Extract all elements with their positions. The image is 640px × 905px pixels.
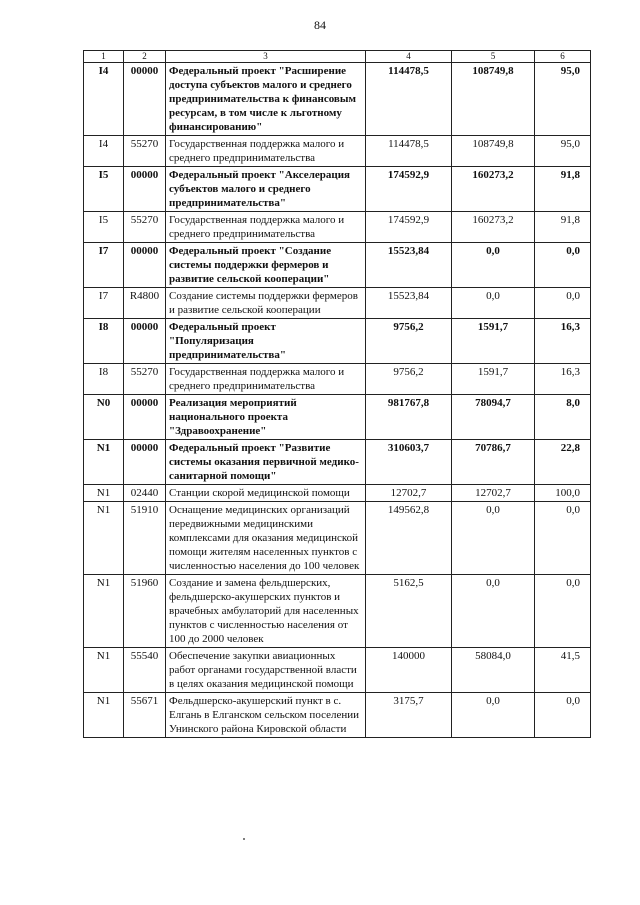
planned-amount-cell: 174592,9 [366,167,452,212]
table-row [84,648,591,693]
direction-code-cell: 51960 [124,575,166,648]
section-code-cell: N1 [84,502,124,575]
executed-amount-cell: 160273,2 [452,167,535,212]
section-code-cell: N1 [84,485,124,502]
planned-amount-cell: 9756,2 [366,364,452,395]
section-code-cell: I5 [84,212,124,243]
section-code-cell: I7 [84,243,124,288]
header-col-4: 4 [366,51,452,63]
table-row [84,212,591,243]
direction-code-cell: 00000 [124,395,166,440]
direction-code-cell: 51910 [124,502,166,575]
header-col-5: 5 [452,51,535,63]
table-row [84,288,591,319]
header-col-6: 6 [535,51,591,63]
header-col-1: 1 [84,51,124,63]
description-cell: Государственная поддержка малого и среднего предпринимательства [166,212,366,243]
direction-code-cell: 00000 [124,63,166,136]
execution-percent-cell: 22,8 [535,440,591,485]
execution-percent-cell: 0,0 [535,693,591,738]
execution-percent-cell: 0,0 [535,243,591,288]
direction-code-cell: 55270 [124,136,166,167]
direction-code-cell: 00000 [124,167,166,212]
executed-amount-cell: 1591,7 [452,364,535,395]
description-cell: Реализация мероприятий национального проекта "Здравоохранение" [166,395,366,440]
planned-amount-cell: 174592,9 [366,212,452,243]
description-cell: Государственная поддержка малого и среднего предпринимательства [166,364,366,395]
executed-amount-cell: 0,0 [452,243,535,288]
executed-amount-cell: 0,0 [452,288,535,319]
execution-percent-cell: 95,0 [535,136,591,167]
direction-code-cell: 55540 [124,648,166,693]
description-cell: Обеспечение закупки авиационных работ органами государственной власти в целях оказания медицинской помощи [166,648,366,693]
direction-code-cell: 02440 [124,485,166,502]
execution-percent-cell: 8,0 [535,395,591,440]
execution-percent-cell: 91,8 [535,212,591,243]
section-code-cell: N1 [84,648,124,693]
table-row [84,136,591,167]
table-row [84,575,591,648]
execution-percent-cell: 0,0 [535,575,591,648]
description-cell: Станции скорой медицинской помощи [166,485,366,502]
section-code-cell: N1 [84,575,124,648]
planned-amount-cell: 9756,2 [366,319,452,364]
section-code-cell: I5 [84,167,124,212]
description-cell: Федеральный проект "Популяризация предпринимательства" [166,319,366,364]
direction-code-cell: R4800 [124,288,166,319]
section-code-cell: I7 [84,288,124,319]
executed-amount-cell: 0,0 [452,693,535,738]
planned-amount-cell: 3175,7 [366,693,452,738]
description-cell: Федеральный проект "Акселерация субъектов малого и среднего предпринимательства" [166,167,366,212]
planned-amount-cell: 15523,84 [366,243,452,288]
direction-code-cell: 00000 [124,243,166,288]
planned-amount-cell: 310603,7 [366,440,452,485]
execution-percent-cell: 16,3 [535,364,591,395]
planned-amount-cell: 12702,7 [366,485,452,502]
description-cell: Создание и замена фельдшерских, фельдшерско-акушерских пунктов и врачебных амбулаторий для населенных пунктов с численностью населения от 100 до 2000 человек [166,575,366,648]
section-code-cell: I4 [84,136,124,167]
description-cell: Оснащение медицинских организаций передвижными медицинскими комплексами для оказания медицинской помощи жителям населенных пунктов с численностью населения до 100 человек [166,502,366,575]
table-row [84,167,591,212]
executed-amount-cell: 78094,7 [452,395,535,440]
planned-amount-cell: 140000 [366,648,452,693]
description-cell: Федеральный проект "Расширение доступа субъектов малого и среднего предпринимательства к финансовым ресурсам, в том числе к льготному финансированию" [166,63,366,136]
planned-amount-cell: 149562,8 [366,502,452,575]
executed-amount-cell: 70786,7 [452,440,535,485]
section-code-cell: N0 [84,395,124,440]
execution-percent-cell: 95,0 [535,63,591,136]
description-cell: Государственная поддержка малого и среднего предпринимательства [166,136,366,167]
description-cell: Федеральный проект "Создание системы поддержки фермеров и развитие сельской кооперации" [166,243,366,288]
executed-amount-cell: 1591,7 [452,319,535,364]
executed-amount-cell: 0,0 [452,502,535,575]
scan-dot [243,838,245,840]
execution-percent-cell: 100,0 [535,485,591,502]
section-code-cell: N1 [84,440,124,485]
table-row [84,319,591,364]
planned-amount-cell: 114478,5 [366,136,452,167]
planned-amount-cell: 5162,5 [366,575,452,648]
table-row [84,485,591,502]
header-col-3: 3 [166,51,366,63]
table-row [84,502,591,575]
execution-percent-cell: 16,3 [535,319,591,364]
direction-code-cell: 55671 [124,693,166,738]
planned-amount-cell: 981767,8 [366,395,452,440]
page-number: 84 [314,18,326,32]
table-header-row [84,51,591,63]
execution-percent-cell: 91,8 [535,167,591,212]
planned-amount-cell: 114478,5 [366,63,452,136]
execution-percent-cell: 41,5 [535,648,591,693]
executed-amount-cell: 58084,0 [452,648,535,693]
direction-code-cell: 00000 [124,440,166,485]
description-cell: Фельдшерско-акушерский пункт в с. Елгань в Елганском сельском поселении Унинского района Кировской области [166,693,366,738]
table-row [84,243,591,288]
budget-table [83,50,591,738]
executed-amount-cell: 108749,8 [452,63,535,136]
direction-code-cell: 00000 [124,319,166,364]
execution-percent-cell: 0,0 [535,288,591,319]
direction-code-cell: 55270 [124,212,166,243]
section-code-cell: I8 [84,319,124,364]
direction-code-cell: 55270 [124,364,166,395]
table-row [84,395,591,440]
table-row [84,440,591,485]
section-code-cell: I4 [84,63,124,136]
table-row [84,63,591,136]
table-row [84,693,591,738]
executed-amount-cell: 0,0 [452,575,535,648]
planned-amount-cell: 15523,84 [366,288,452,319]
execution-percent-cell: 0,0 [535,502,591,575]
header-col-2: 2 [124,51,166,63]
section-code-cell: I8 [84,364,124,395]
description-cell: Создание системы поддержки фермеров и развитие сельской кооперации [166,288,366,319]
table-body [84,63,591,738]
section-code-cell: N1 [84,693,124,738]
executed-amount-cell: 108749,8 [452,136,535,167]
description-cell: Федеральный проект "Развитие системы оказания первичной медико-санитарной помощи" [166,440,366,485]
executed-amount-cell: 12702,7 [452,485,535,502]
executed-amount-cell: 160273,2 [452,212,535,243]
table-row [84,364,591,395]
